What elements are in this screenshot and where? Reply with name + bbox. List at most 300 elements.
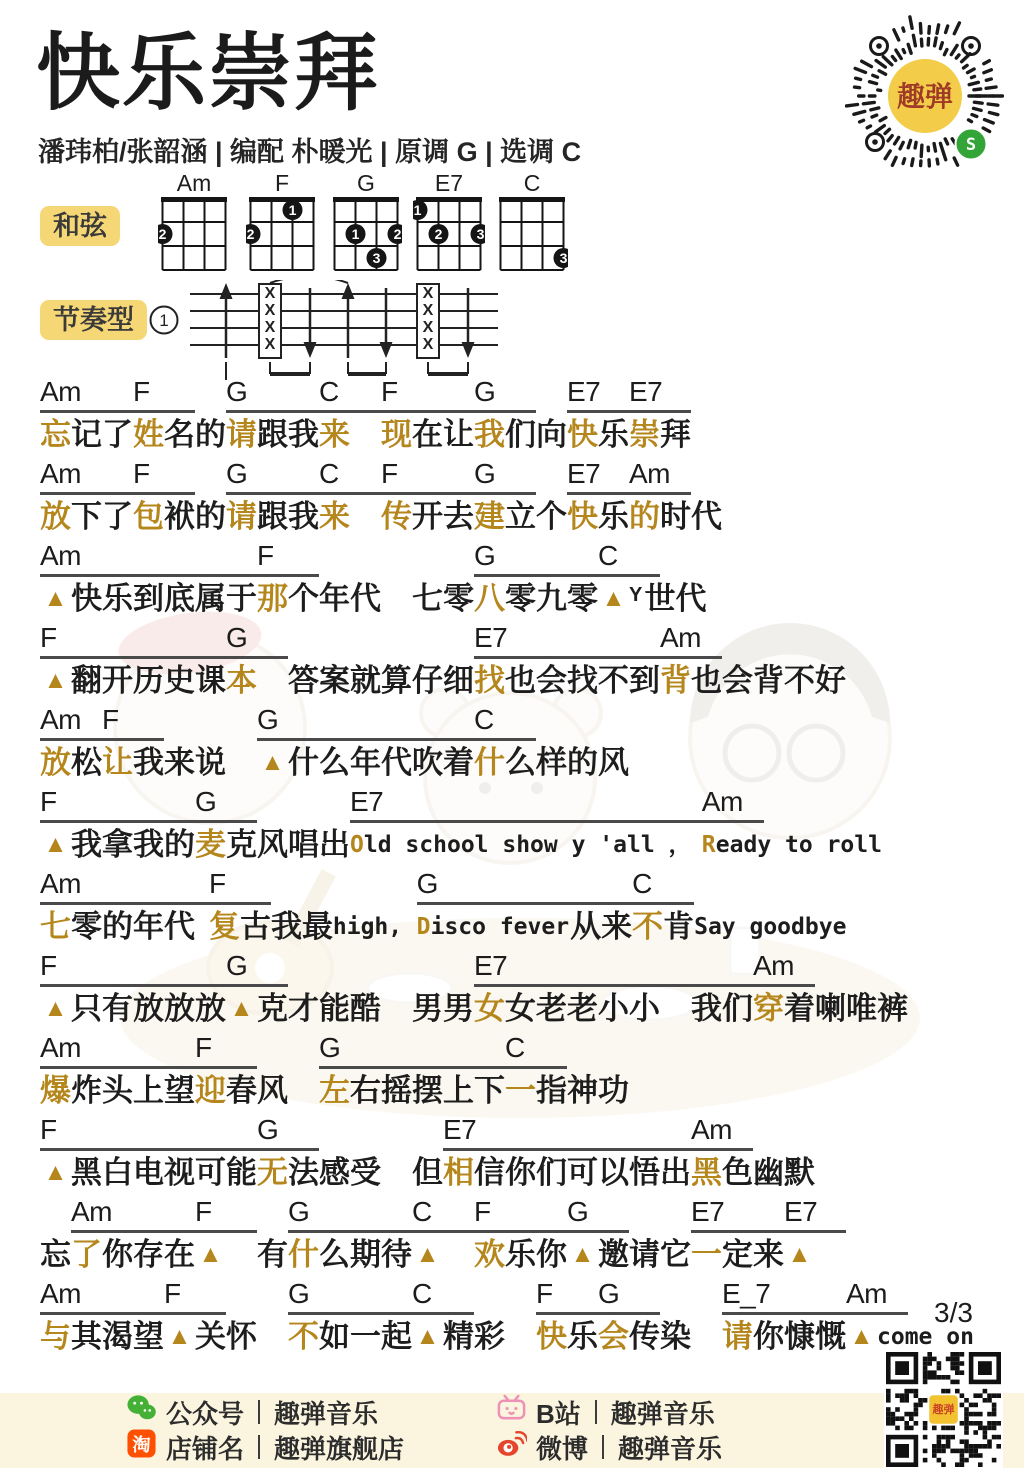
lyric-segment: 我们 bbox=[691, 991, 753, 1026]
measure-underline bbox=[474, 1230, 629, 1233]
lyric-segment: 古我最 bbox=[240, 909, 333, 944]
lyric-segment: 下了 bbox=[71, 499, 133, 534]
lyric-segment: 放 bbox=[40, 499, 71, 534]
footer-item-label: B站 bbox=[536, 1398, 581, 1429]
divider bbox=[602, 1435, 604, 1459]
lyric-segment: 零的年代 bbox=[71, 909, 195, 944]
lyric-segment: 但 bbox=[412, 1155, 443, 1190]
footer-item-label: 店铺名 bbox=[166, 1433, 245, 1464]
song-credits: 潘玮柏/张韶涵 | 编配 朴暖光 | 原调 G | 选调 C bbox=[38, 137, 582, 167]
lyric-segment: 请 bbox=[226, 417, 257, 452]
lyric-segment bbox=[381, 578, 412, 620]
measure-underline bbox=[691, 1230, 846, 1233]
measure-underline bbox=[536, 1312, 660, 1315]
lyric-segment: 邀请它 bbox=[598, 1237, 691, 1272]
score-line bbox=[40, 866, 1000, 948]
lyric-segment: 有 bbox=[257, 1237, 288, 1272]
chord-label: F bbox=[195, 1032, 212, 1063]
chord-label: E7 bbox=[784, 1196, 818, 1227]
lyric-segment bbox=[691, 1316, 722, 1358]
chord-label: C bbox=[319, 458, 339, 489]
beat-marker: ▲ bbox=[229, 995, 254, 1022]
beat-marker: ▲ bbox=[570, 1241, 595, 1268]
chord-label: G bbox=[319, 1032, 341, 1063]
svg-text:X: X bbox=[422, 319, 434, 336]
svg-text:2: 2 bbox=[393, 226, 402, 242]
measure-underline bbox=[443, 1148, 753, 1151]
chord-label: E_7 bbox=[722, 1278, 771, 1309]
lyric-segment bbox=[288, 1070, 319, 1112]
svg-text:淘: 淘 bbox=[132, 1433, 151, 1455]
lyric-segment: 快乐到底属于 bbox=[71, 581, 257, 616]
measure-underline bbox=[40, 902, 271, 905]
lyric-segment: 个年代 bbox=[288, 581, 381, 616]
chord-label: G bbox=[474, 376, 496, 407]
lyric-segment: 我来说 bbox=[133, 745, 226, 780]
lyric-segment: 找 bbox=[474, 663, 505, 698]
lyric-segment: 现 bbox=[381, 417, 412, 452]
lyric-segment bbox=[226, 742, 257, 784]
lyric-segment: 黑白电视可能 bbox=[71, 1155, 257, 1190]
svg-text:X: X bbox=[264, 285, 276, 302]
chord-label: E7 bbox=[691, 1196, 725, 1227]
measure-underline bbox=[288, 1230, 474, 1233]
lyric-segment: 乐 bbox=[598, 417, 629, 452]
chord-label: C bbox=[412, 1278, 432, 1309]
lyric-segment: come on bbox=[877, 1324, 974, 1350]
chord-label: E7 bbox=[474, 950, 508, 981]
beat-marker: ▲ bbox=[601, 585, 626, 612]
lyric-segment: 我 bbox=[474, 417, 505, 452]
lyric-segment: 答案就算仔细 bbox=[288, 663, 474, 698]
chord-label: E7 bbox=[474, 622, 508, 653]
lyric-segment: 不 bbox=[632, 909, 664, 944]
chord-label: G bbox=[288, 1196, 310, 1227]
measure-underline bbox=[567, 410, 691, 413]
lyric-segment: 从来 bbox=[570, 909, 633, 944]
chord-label: F bbox=[40, 1114, 57, 1145]
svg-text:Am: Am bbox=[176, 172, 212, 196]
measure-underline bbox=[40, 410, 195, 413]
chord-label: G bbox=[567, 1196, 589, 1227]
lyric-segment: 女 bbox=[474, 991, 505, 1026]
svg-text:G: G bbox=[357, 172, 375, 196]
lyric-segment: 只有放放放 bbox=[71, 991, 226, 1026]
chord-label: C bbox=[505, 1032, 525, 1063]
lyric-segment: 传染 bbox=[629, 1319, 691, 1354]
measure-underline bbox=[40, 820, 257, 823]
lyric-segment: 右摇摆上下 bbox=[350, 1073, 505, 1108]
lyric-segment: 世代 bbox=[644, 581, 707, 616]
chord-label: Am bbox=[629, 458, 670, 489]
lyric-segment: 女老老小小 bbox=[505, 991, 660, 1026]
lyric-segment: 名的 bbox=[164, 417, 226, 452]
svg-text:2: 2 bbox=[158, 226, 167, 242]
score-line bbox=[40, 1194, 1000, 1276]
svg-text:2: 2 bbox=[434, 226, 443, 242]
chord-label: Am bbox=[660, 622, 701, 653]
lyric-segment: 迎 bbox=[195, 1073, 226, 1108]
chord-label: Am bbox=[40, 1278, 81, 1309]
lyric-segment: 着喇唯裤 bbox=[784, 991, 908, 1026]
score-line bbox=[40, 1276, 1000, 1358]
lyric-segment: 七 bbox=[40, 909, 71, 944]
measure-underline bbox=[474, 656, 722, 659]
chord-label: G bbox=[226, 376, 248, 407]
chord-label: C bbox=[598, 540, 618, 571]
measure-underline bbox=[226, 492, 381, 495]
lyric-segment: 也会找不到 bbox=[505, 663, 660, 698]
lyric-segment: 穿 bbox=[753, 991, 784, 1026]
beat-marker: ▲ bbox=[849, 1323, 874, 1350]
page-number: 3/3 bbox=[934, 1297, 973, 1328]
lyric-segment: 与 bbox=[40, 1319, 71, 1354]
beat-marker: ▲ bbox=[167, 1323, 192, 1350]
footer-item-taobao bbox=[126, 1431, 404, 1463]
lyric-segment: 什么年代吹着 bbox=[288, 745, 474, 780]
lyric-segment: 定来 bbox=[722, 1237, 784, 1272]
lyric-segment: 乐你 bbox=[505, 1237, 567, 1272]
lyric-segment: 请 bbox=[226, 499, 257, 534]
measure-underline bbox=[381, 410, 536, 413]
lyric-segment: 翻开历史课 bbox=[71, 663, 226, 698]
lyric-segment: 跟我 bbox=[257, 499, 319, 534]
chord-label: G bbox=[416, 868, 438, 899]
lyric-segment: 忘 bbox=[40, 1237, 71, 1272]
measure-underline bbox=[288, 1312, 474, 1315]
page-title: 快乐崇拜 bbox=[36, 26, 381, 120]
chord-label: Am bbox=[701, 786, 743, 817]
chords-section-label: 和弦 bbox=[40, 206, 120, 246]
measure-underline bbox=[474, 984, 815, 987]
chord-label: Am bbox=[753, 950, 794, 981]
chord-label: Am bbox=[71, 1196, 112, 1227]
measure-underline bbox=[40, 1066, 257, 1069]
lyric-segment: 七零 bbox=[412, 581, 474, 616]
lyric-segment: 快 bbox=[567, 499, 598, 534]
svg-text:E7: E7 bbox=[434, 172, 464, 196]
chord-label: F bbox=[40, 950, 57, 981]
lyric-segment: 炸头上望 bbox=[71, 1073, 195, 1108]
chord-label: F bbox=[133, 458, 150, 489]
lyric-segment: R bbox=[701, 832, 716, 858]
lyric-segment: 乐 bbox=[598, 499, 629, 534]
chord-label: G bbox=[226, 622, 248, 653]
lyric-segment: 包 bbox=[133, 499, 164, 534]
chord-label: F bbox=[209, 868, 226, 899]
svg-text:1: 1 bbox=[288, 202, 297, 218]
measure-underline bbox=[350, 820, 764, 823]
divider bbox=[258, 1435, 260, 1459]
chord-label: G bbox=[226, 458, 248, 489]
lyric-segment: 我拿我的 bbox=[71, 827, 195, 862]
lyric-segment: 来 bbox=[319, 417, 350, 452]
lyric-segment: eady to roll bbox=[715, 832, 882, 858]
chord-label: F bbox=[133, 376, 150, 407]
bilibili-icon bbox=[496, 1393, 527, 1431]
lyric-segment: 一 bbox=[691, 1237, 722, 1272]
beat-marker: ▲ bbox=[43, 585, 68, 612]
measure-underline bbox=[40, 1148, 319, 1151]
chord-label: G bbox=[474, 540, 496, 571]
score-line bbox=[40, 374, 1000, 456]
lyric-segment: 一 bbox=[505, 1073, 536, 1108]
lyric-segment: 欢 bbox=[474, 1237, 505, 1272]
lyric-segment: 其渴望 bbox=[71, 1319, 164, 1354]
svg-text:F: F bbox=[274, 172, 290, 196]
chord-label: E7 bbox=[443, 1114, 477, 1145]
lyric-segment bbox=[350, 414, 381, 456]
chord-label: F bbox=[195, 1196, 212, 1227]
lyric-segment: 们向 bbox=[505, 417, 567, 452]
lyric-segment: 克才能酷 bbox=[257, 991, 381, 1026]
lyric-segment: 男男 bbox=[412, 991, 474, 1026]
lyric-segment: 崇 bbox=[629, 417, 660, 452]
score-line bbox=[40, 1112, 1000, 1194]
chord-label: F bbox=[474, 1196, 491, 1227]
measure-underline bbox=[474, 574, 660, 577]
measure-underline bbox=[40, 492, 195, 495]
chord-label: E7 bbox=[629, 376, 663, 407]
score-line bbox=[40, 456, 1000, 538]
chord-label: G bbox=[257, 1114, 279, 1145]
lyric-segment: 关怀 bbox=[195, 1319, 257, 1354]
measure-underline bbox=[567, 492, 691, 495]
lyric-segment: 也会背不好 bbox=[691, 663, 846, 698]
beat-marker: ▲ bbox=[43, 831, 68, 858]
wechat-icon bbox=[126, 1393, 157, 1431]
score-line bbox=[40, 1030, 1000, 1112]
lyric-segment: 请 bbox=[722, 1319, 753, 1354]
weibo-icon bbox=[496, 1428, 527, 1466]
footer-item-value: 趣弹音乐 bbox=[610, 1398, 715, 1429]
score-line bbox=[40, 620, 1000, 702]
lyric-segment: D bbox=[416, 914, 431, 940]
lyric-segment: 跟我 bbox=[257, 417, 319, 452]
lyric-segment: 你慷慨 bbox=[753, 1319, 846, 1354]
lyric-segment: 开去 bbox=[412, 499, 474, 534]
lyric-segment: 麦 bbox=[195, 827, 226, 862]
lyric-segment: 相 bbox=[443, 1155, 474, 1190]
chord-label: Am bbox=[40, 1032, 81, 1063]
lyric-segment: isco fever bbox=[430, 914, 570, 940]
svg-text:2: 2 bbox=[246, 226, 255, 242]
miniprogram-code-logo bbox=[845, 4, 1007, 181]
lyric-segment bbox=[660, 988, 691, 1030]
svg-text:X: X bbox=[264, 336, 276, 353]
measure-underline bbox=[257, 738, 536, 741]
lyric-segment: 乐 bbox=[567, 1319, 598, 1354]
footer-item-weibo bbox=[496, 1431, 722, 1463]
lyric-segment bbox=[505, 1316, 536, 1358]
beat-marker: ▲ bbox=[43, 1159, 68, 1186]
lyric-segment: 的 bbox=[629, 499, 660, 534]
lyric-segment: 让 bbox=[102, 745, 133, 780]
chord-label: Am bbox=[691, 1114, 732, 1145]
svg-text:X: X bbox=[264, 319, 276, 336]
lyric-segment: 放 bbox=[40, 745, 71, 780]
lyric-segment: 快 bbox=[567, 417, 598, 452]
chord-label: F bbox=[40, 622, 57, 653]
chord-label: G bbox=[226, 950, 248, 981]
chord-label: G bbox=[288, 1278, 310, 1309]
lyric-segment: 么样的风 bbox=[505, 745, 629, 780]
measure-underline bbox=[319, 1066, 567, 1069]
lyric-segment: 色幽默 bbox=[722, 1155, 815, 1190]
lyric-segment bbox=[350, 496, 381, 538]
divider bbox=[258, 1400, 260, 1424]
chord-label: G bbox=[257, 704, 279, 735]
lyric-segment: 精彩 bbox=[443, 1319, 505, 1354]
measure-underline bbox=[40, 656, 288, 659]
chord-diagram-G bbox=[330, 172, 402, 276]
measure-underline bbox=[226, 410, 381, 413]
score-line bbox=[40, 538, 1000, 620]
lyric-segment bbox=[195, 906, 204, 948]
lyric-segment: 来 bbox=[319, 499, 350, 534]
lyric-segment: 建 bbox=[474, 499, 505, 534]
chord-label: E7 bbox=[567, 376, 601, 407]
lyric-segment: Say goodbye bbox=[694, 914, 847, 940]
lyric-segment: 背 bbox=[660, 663, 691, 698]
chord-label: F bbox=[40, 786, 57, 817]
chord-diagram-Am bbox=[158, 172, 230, 276]
lyric-segment: 会 bbox=[598, 1319, 629, 1354]
lyric-segment: 忘 bbox=[40, 417, 71, 452]
chord-label: F bbox=[381, 458, 398, 489]
lyric-segment: 你存在 bbox=[102, 1237, 195, 1272]
chord-label: Am bbox=[40, 376, 81, 407]
lyric-segment: 什 bbox=[474, 745, 505, 780]
lyric-segment: 左 bbox=[319, 1073, 350, 1108]
chord-diagram-E7 bbox=[413, 172, 485, 276]
chord-label: F bbox=[257, 540, 274, 571]
chord-diagram-C bbox=[496, 172, 568, 276]
beat-marker: ▲ bbox=[198, 1241, 223, 1268]
chord-label: G bbox=[598, 1278, 620, 1309]
beat-marker: ▲ bbox=[43, 667, 68, 694]
lyric-segment: 爆 bbox=[40, 1073, 71, 1108]
chord-label: F bbox=[164, 1278, 181, 1309]
chord-label: C bbox=[474, 704, 494, 735]
score-lines bbox=[40, 374, 1000, 1358]
lyric-segment: Y bbox=[629, 584, 643, 606]
svg-text:X: X bbox=[422, 302, 434, 319]
lyric-segment: 拜 bbox=[660, 417, 691, 452]
measure-underline bbox=[40, 574, 319, 577]
chord-label: E7 bbox=[350, 786, 384, 817]
lyric-segment: 法感受 bbox=[288, 1155, 381, 1190]
footer-item-value: 趣弹音乐 bbox=[274, 1398, 379, 1429]
beat-marker: ▲ bbox=[43, 995, 68, 1022]
footer-item-bilibili bbox=[496, 1396, 715, 1428]
footer-item-label: 微博 bbox=[536, 1433, 589, 1464]
svg-text:趣弹: 趣弹 bbox=[896, 81, 954, 112]
svg-text:1: 1 bbox=[159, 311, 169, 330]
chord-label: Am bbox=[846, 1278, 887, 1309]
svg-text:S: S bbox=[965, 135, 977, 155]
lyric-segment: O bbox=[350, 832, 364, 858]
svg-text:3: 3 bbox=[476, 226, 485, 242]
lyric-segment: ld school show y 'all ， bbox=[363, 832, 692, 858]
svg-text:X: X bbox=[422, 285, 434, 302]
beat-marker: ▲ bbox=[415, 1241, 440, 1268]
beat-marker: ▲ bbox=[260, 749, 285, 776]
lyric-segment bbox=[226, 1234, 257, 1276]
footer-item-value: 趣弹音乐 bbox=[618, 1433, 723, 1464]
svg-text:3: 3 bbox=[559, 250, 568, 266]
taobao-icon bbox=[126, 1428, 157, 1466]
chord-label: C bbox=[412, 1196, 432, 1227]
footer-item-label: 公众号 bbox=[166, 1398, 245, 1429]
svg-text:3: 3 bbox=[372, 250, 381, 266]
svg-text:X: X bbox=[264, 302, 276, 319]
lyric-segment: 时代 bbox=[660, 499, 722, 534]
lyric-segment: 传 bbox=[381, 499, 412, 534]
lyric-segment: 春风 bbox=[226, 1073, 288, 1108]
svg-text:C: C bbox=[523, 172, 541, 196]
lyric-segment: 零九零 bbox=[505, 581, 598, 616]
lyric-segment: 不 bbox=[288, 1319, 319, 1354]
lyric-segment: 快 bbox=[536, 1319, 567, 1354]
svg-text:趣弹: 趣弹 bbox=[932, 1404, 955, 1417]
chord-label: Am bbox=[40, 540, 81, 571]
rhythm-section-label: 节奏型 bbox=[40, 300, 147, 340]
chord-label: C bbox=[319, 376, 339, 407]
score-line bbox=[40, 784, 1000, 866]
lyric-segment bbox=[381, 1152, 412, 1194]
svg-text:1: 1 bbox=[351, 226, 360, 242]
lyric-segment: 无 bbox=[257, 1155, 288, 1190]
measure-underline bbox=[381, 492, 536, 495]
lyric-segment: 八 bbox=[474, 581, 505, 616]
measure-underline bbox=[417, 902, 694, 905]
lyric-segment: 么期待 bbox=[319, 1237, 412, 1272]
lyric-segment: 黑 bbox=[691, 1155, 722, 1190]
measure-underline bbox=[71, 1230, 257, 1233]
lyric-segment: high, bbox=[332, 914, 403, 940]
lyric-segment: 立个 bbox=[505, 499, 567, 534]
divider bbox=[595, 1400, 597, 1424]
lyric-segment: 本 bbox=[226, 663, 257, 698]
chord-label: F bbox=[381, 376, 398, 407]
chord-label: Am bbox=[40, 458, 81, 489]
chord-label: G bbox=[195, 786, 217, 817]
lyric-segment bbox=[257, 1316, 288, 1358]
footer-item-wechat bbox=[126, 1396, 378, 1428]
lyric-segment: 肯 bbox=[663, 909, 695, 944]
chord-label: F bbox=[536, 1278, 553, 1309]
lyric-segment: 信你们可以悟出 bbox=[474, 1155, 691, 1190]
svg-text:X: X bbox=[422, 336, 434, 353]
score-line bbox=[40, 702, 1000, 784]
beat-marker: ▲ bbox=[787, 1241, 812, 1268]
chord-label: F bbox=[102, 704, 119, 735]
lyric-segment: 指神功 bbox=[536, 1073, 629, 1108]
lyric-segment: 什 bbox=[288, 1237, 319, 1272]
lyric-segment: 在让 bbox=[412, 417, 474, 452]
lyric-segment: 克风唱出 bbox=[226, 827, 350, 862]
lyric-segment: 松 bbox=[71, 745, 102, 780]
beat-marker: ▲ bbox=[415, 1323, 440, 1350]
chord-label: E7 bbox=[567, 458, 601, 489]
qr-code bbox=[884, 1350, 1003, 1468]
lyric-segment bbox=[381, 988, 412, 1030]
measure-underline bbox=[40, 738, 164, 741]
lyric-segment: 记了 bbox=[71, 417, 133, 452]
measure-underline bbox=[40, 984, 288, 987]
chord-label: Am bbox=[40, 704, 81, 735]
